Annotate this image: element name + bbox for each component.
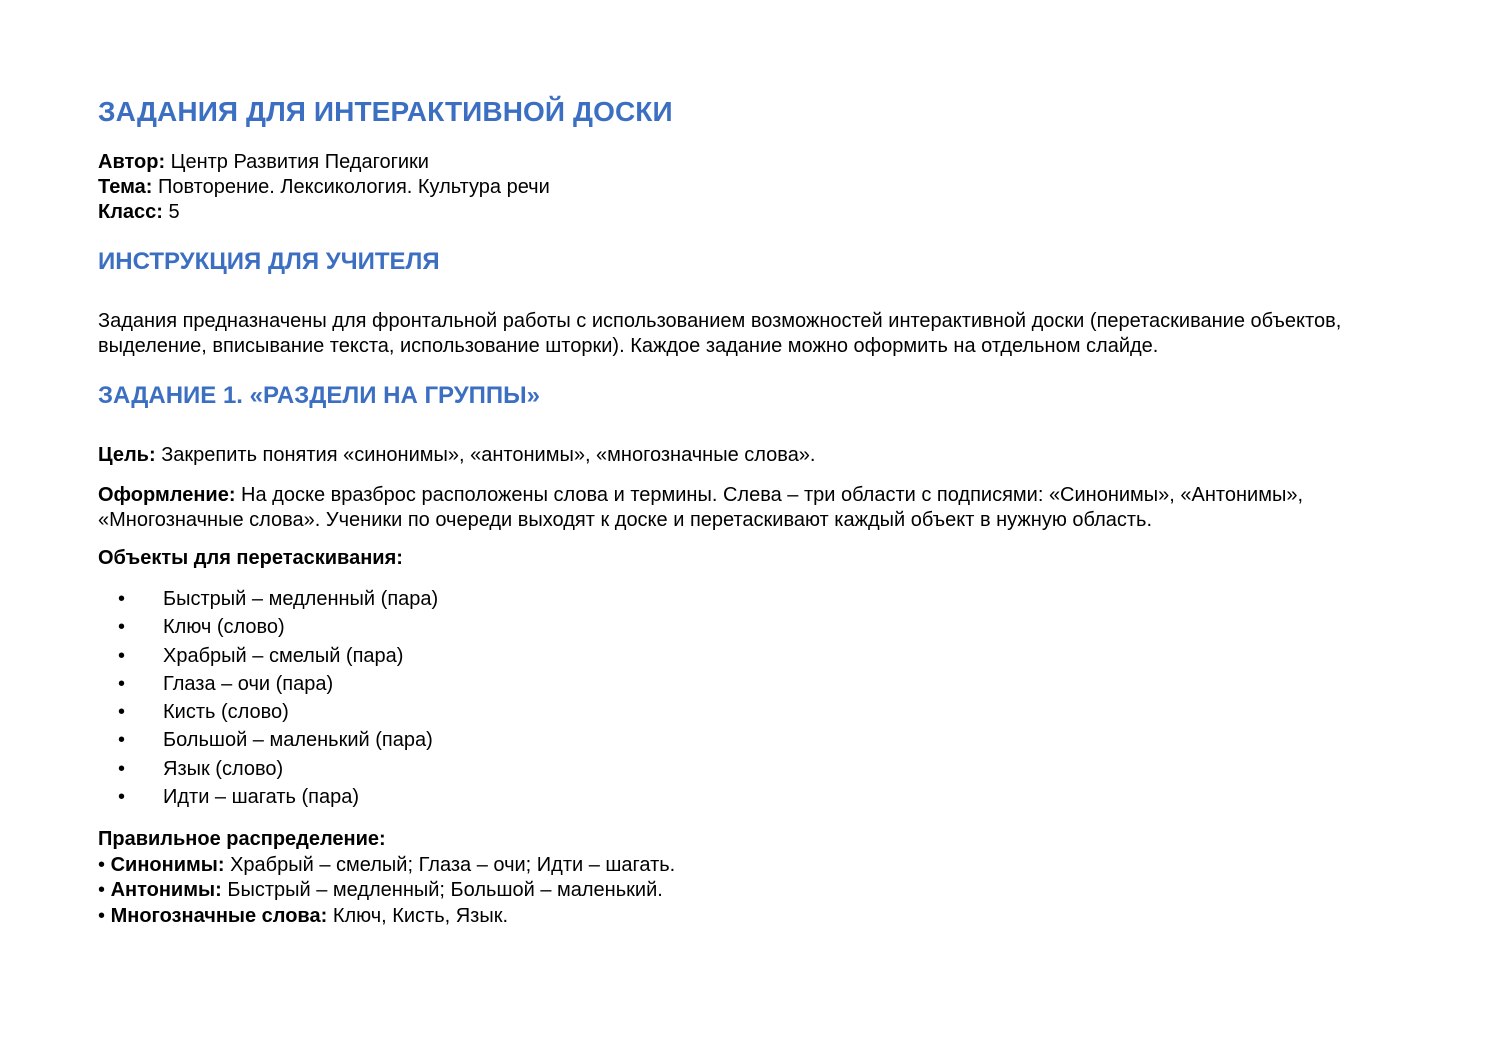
author-label: Автор: [98,151,166,173]
objects-list [98,587,1414,813]
list-item-text: Ключ (слово) [163,616,285,639]
distribution-synonyms-label: Синонимы: [110,853,225,876]
bullet-icon: • [98,879,106,902]
task1-heading: ЗАДАНИЕ 1. «РАЗДЕЛИ НА ГРУППЫ» [98,382,541,409]
bullet-icon: • [118,729,126,752]
task1-design [98,483,1414,533]
distribution-row-antonyms [98,878,1414,904]
list-item [98,672,1414,700]
topic-value: Повторение. Лексикология. Культура речи [157,176,550,198]
topic-label: Тема: [98,176,153,198]
bullet-icon: • [118,644,126,667]
list-item-text: Кисть (слово) [163,701,289,724]
design-text: На доске вразброс расположены слова и термины. Слева – три области с подписями: «Синонимы», «Антонимы», «Многозначные слова». Ученики по очереди выходят к доске и перетаскивают каждый объект в нужную область. [98,484,1304,531]
bullet-icon: • [118,616,126,639]
list-item [98,644,1414,672]
instructions-heading: ИНСТРУКЦИЯ ДЛЯ УЧИТЕЛЯ [98,248,440,275]
list-item [98,757,1414,785]
bullet-icon: • [118,588,126,610]
list-item [98,785,1414,813]
design-label: Оформление: [98,484,236,506]
grade-value: 5 [168,201,180,223]
list-item-text: Язык (слово) [163,757,284,780]
list-item [98,587,1414,615]
distribution-section [98,827,1414,929]
bullet-icon: • [118,672,126,695]
author-value: Центр Развития Педагогики [170,151,429,173]
task1-goal [98,443,1414,468]
bullet-icon: • [98,853,106,876]
bullet-icon: • [118,701,126,724]
list-item-text: Большой – маленький (пара) [163,729,433,752]
list-item [98,728,1414,756]
grade-label: Класс: [98,201,163,223]
topic-row [98,175,1414,200]
document-meta [98,150,1414,225]
list-item-text: Храбрый – смелый (пара) [163,644,404,667]
bullet-icon: • [98,904,106,927]
distribution-polysemous-text: Ключ, Кисть, Язык. [332,904,509,927]
bullet-icon: • [118,786,126,809]
list-item [98,615,1414,643]
goal-text: Закрепить понятия «синонимы», «антонимы», «многозначные слова». [161,444,816,466]
list-item-text: Быстрый – медленный (пара) [163,588,439,610]
distribution-row-synonyms [98,853,1414,879]
instructions-text: Задания предназначены для фронтальной работы с использованием возможностей интерактивной доски (перетаскивание объектов, выделение, вписывание текста, использование шторки). Каждое задание можно оформить на отдельном слайде. [98,310,1342,357]
list-item-text: Глаза – очи (пара) [163,672,334,695]
bullet-icon: • [118,757,126,780]
author-row [98,150,1414,175]
list-item [98,700,1414,728]
objects-label: Объекты для перетаскивания: [98,547,403,569]
distribution-row-polysemous [98,904,1414,930]
distribution-label: Правильное распределение: [98,828,386,851]
distribution-polysemous-label: Многозначные слова: [110,904,328,927]
distribution-antonyms-label: Антонимы: [110,879,222,902]
goal-label: Цель: [98,444,156,466]
document-title: ЗАДАНИЯ ДЛЯ ИНТЕРАКТИВНОЙ ДОСКИ [98,96,673,127]
grade-row [98,200,1414,225]
distribution-synonyms-text: Храбрый – смелый; Глаза – очи; Идти – шагать. [230,853,676,876]
distribution-antonyms-text: Быстрый – медленный; Большой – маленький. [227,879,663,902]
list-item-text: Идти – шагать (пара) [163,786,359,809]
